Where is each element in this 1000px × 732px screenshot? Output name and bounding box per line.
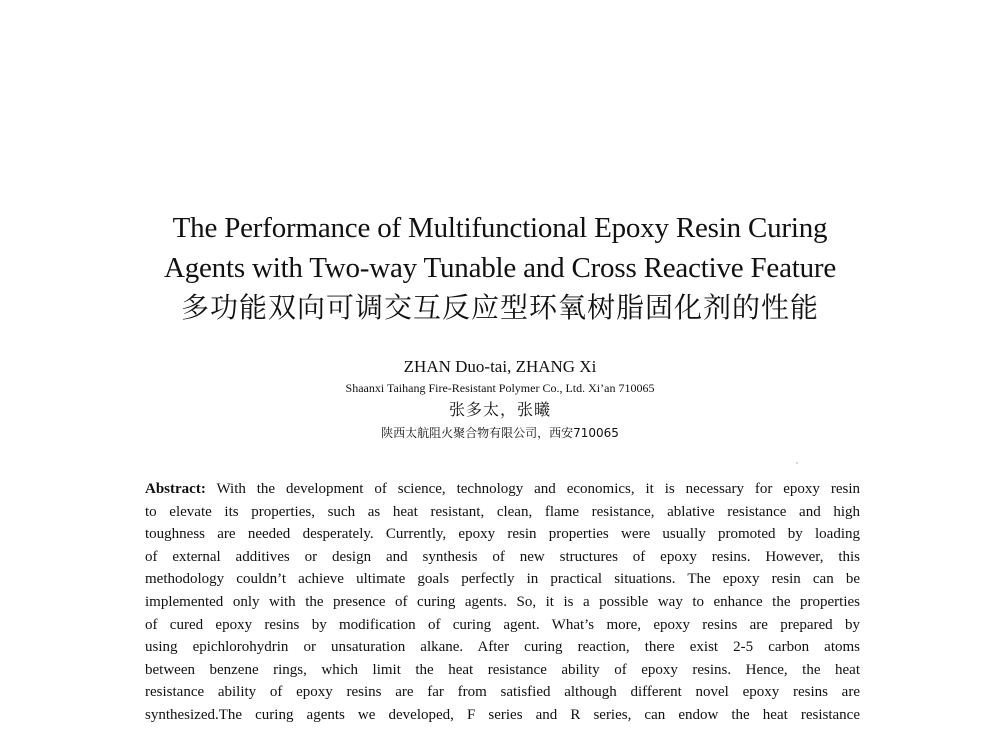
- abstract-line: methodology couldn’t achieve ultimate goals perfectly in practical situations. The epoxy resin can be: [145, 571, 860, 588]
- abstract-line-text: With the development of science, technology and economics, it is necessary for epoxy resin: [205, 481, 860, 497]
- paper-title-block: [0, 208, 1000, 328]
- abstract-line: to elevate its properties, such as heat resistant, clean, flame resistance, ablative resistance and high: [145, 503, 860, 520]
- abstract-line: synthesized.The curing agents we developed, F series and R series, can endow the heat resistance: [145, 706, 860, 723]
- abstract-line: implemented only with the presence of curing agents. So, it is a possible way to enhance the properties: [145, 593, 860, 610]
- paper-title-zh: 多功能双向可调交互反应型环氧树脂固化剂的性能: [180, 291, 819, 324]
- scan-speck: [796, 462, 798, 464]
- affiliation-zh: 陕西太航阻火聚合物有限公司，西安710065: [381, 426, 619, 440]
- paper-title-en-line-1: The Performance of Multifunctional Epoxy Resin Curing: [172, 212, 828, 244]
- authors-zh: 张多太，张曦: [448, 400, 551, 419]
- abstract-line: using epichlorohydrin or unsaturation alkane. After curing reaction, there exist 2-5 carbon atoms: [145, 639, 860, 656]
- abstract-line: of cured epoxy resins by modification of curing agent. What’s more, epoxy resins are prepared by: [145, 616, 860, 633]
- paper-title-en-line-2: Agents with Two-way Tunable and Cross Reactive Feature: [163, 252, 837, 284]
- abstract-label: Abstract:: [145, 481, 206, 497]
- abstract-line: toughness are needed desperately. Currently, epoxy resin properties were usually promoted by loading: [145, 526, 860, 543]
- authors-block: [0, 356, 1000, 444]
- abstract-body: [145, 478, 860, 727]
- abstract-line: between benzene rings, which limit the heat resistance ability of epoxy resins. Hence, the heat: [145, 661, 860, 678]
- abstract-line: resistance ability of epoxy resins are far from satisfied although different novel epoxy resins are: [145, 684, 860, 701]
- affiliation-en: Shaanxi Taihang Fire-Resistant Polymer Co., Ltd. Xi’an 710065: [345, 381, 655, 395]
- abstract-line: [145, 478, 860, 501]
- authors-en: ZHAN Duo-tai, ZHANG Xi: [403, 357, 597, 376]
- abstract-line: of external additives or design and synthesis of new structures of epoxy resins. However, this: [145, 548, 860, 565]
